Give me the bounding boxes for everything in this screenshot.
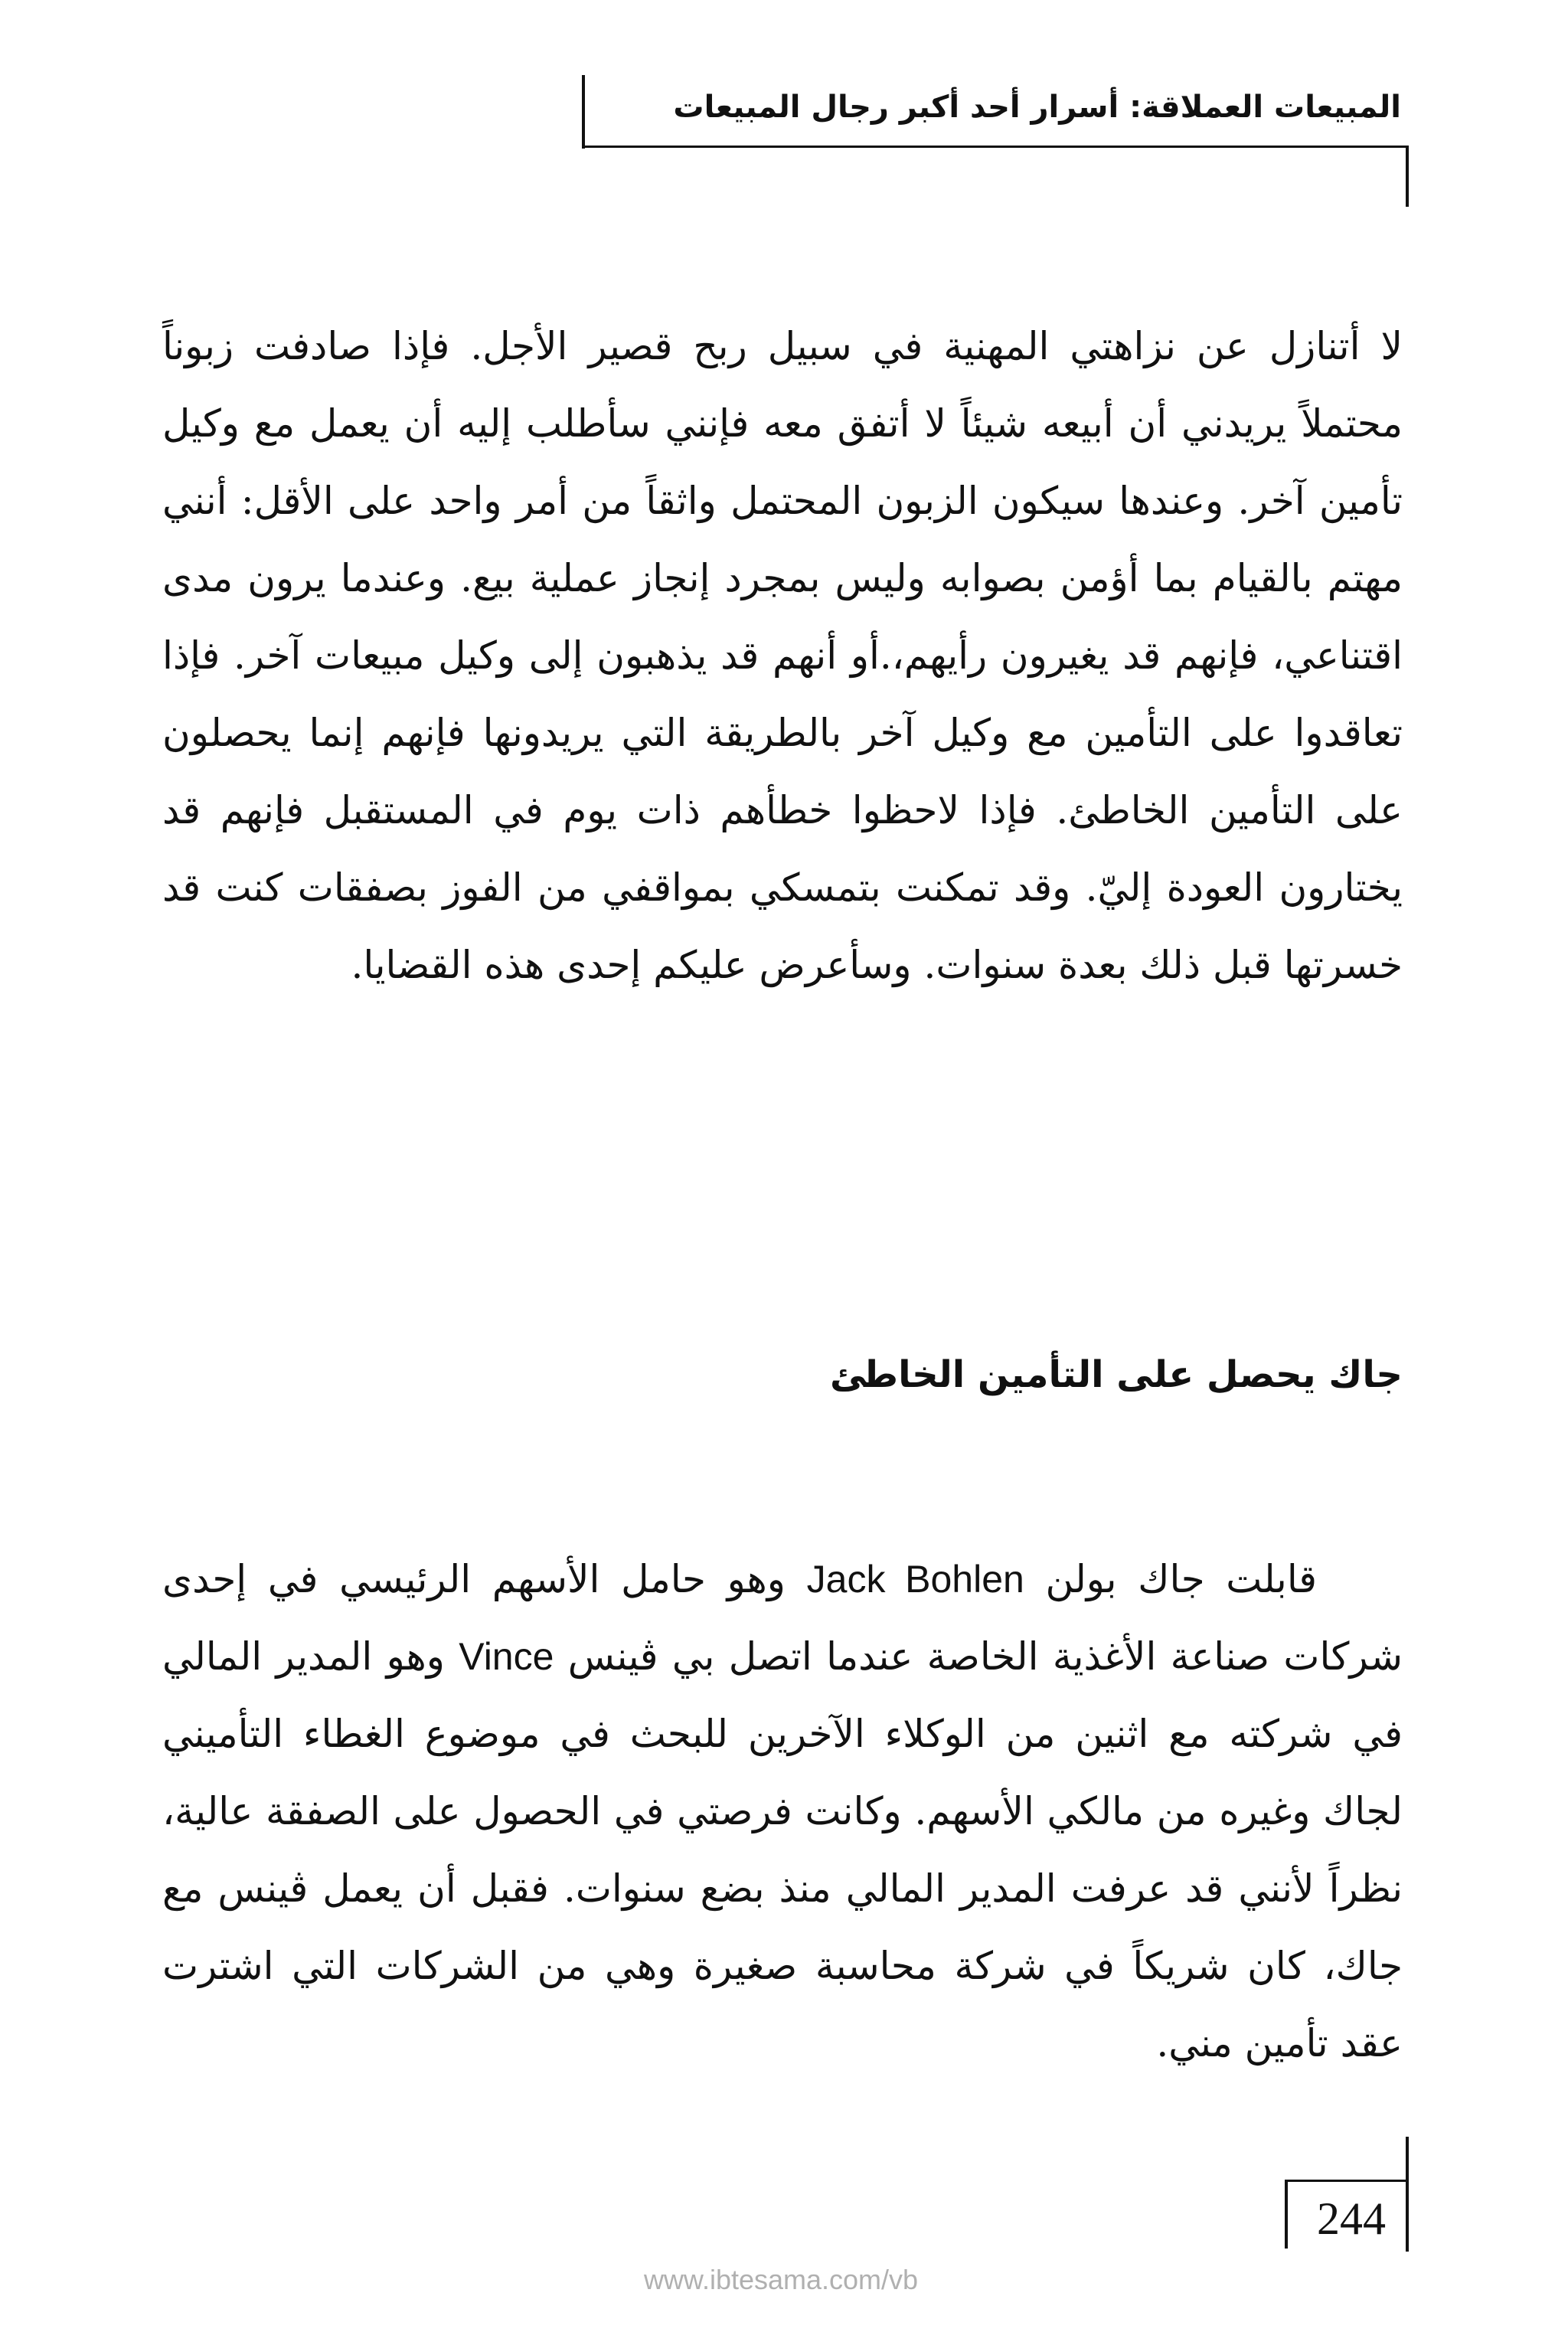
header-bottom-rule: [582, 146, 1409, 148]
running-header-title: المبيعات العملاقة: أسرار أحد أكبر رجال المبيعات: [673, 90, 1401, 125]
page-number: 244: [1317, 2193, 1386, 2244]
paragraph-2-text-b: وهو حامل الأسهم الرئيسي في إحدى شركات صناعة الأغذية الخاصة عندما اتصل بي ڤينس: [162, 1557, 1403, 1679]
body-paragraph-1: لا أتنازل عن نزاهتي المهنية في سبيل ربح قصير الأجل. فإذا صادفت زبوناً محتملاً يريدني أن أبيعه شيئاً لا أتفق معه فإنني سأطلب إليه أن يعمل مع وكيل تأمين آخر. وعندها سيكون الزبون المحتمل واثقاً من أمر واحد على الأقل: أنني مهتم بالقيام بما أؤمن بصوابه وليس بمجرد إنجاز عملية بيع. وعندما يرون مدى اقتناعي، فإنهم قد يغيرون رأيهم،.أو أنهم قد يذهبون إلى وكيل مبيعات آخر. فإذا تعاقدوا على التأمين مع وكيل آخر بالطريقة التي يريدونها فإنهم إنما يحصلون على التأمين الخاطئ. فإذا لاحظوا خطأهم ذات يوم في المستقبل فإنهم قد يختارون العودة إليّ. وقد تمكنت بتمسكي بمواقفي من الفوز بصفقات كنت قد خسرتها قبل ذلك بعدة سنوات. وسأعرض عليكم إحدى هذه القضايا.: [162, 324, 1403, 987]
page-number-left-rule: [1285, 2180, 1288, 2249]
page-number-right-rule: [1406, 2137, 1409, 2252]
watermark-url: www.ibtesama.com/vb: [643, 2264, 919, 2295]
header-right-rule: [1406, 146, 1409, 207]
header-left-rule: [582, 75, 585, 149]
body-paragraph-2: [162, 1541, 1403, 2082]
page-number-top-rule: [1285, 2180, 1407, 2182]
paragraph-2-text-a: قابلت جاك بولن: [1045, 1557, 1317, 1601]
section-heading: جاك يحصل على التأمين الخاطئ: [829, 1353, 1403, 1396]
paragraph-2-text-c: وهو المدير المالي في شركته مع اثنين من الوكلاء الآخرين للبحث في موضوع الغطاء التأميني لجاك وغيره من مالكي الأسهم. وكانت فرصتي في الحصول على الصفقة عالية، نظراً لأنني قد عرفت المدير المالي منذ بضع سنوات. فقبل أن يعمل ڤينس مع جاك، كان شريكاً في شركة محاسبة صغيرة وهي من الشركات التي اشترت عقد تأمين مني.: [162, 1634, 1403, 2065]
latin-name-jack-bohlen: Jack Bohlen: [806, 1558, 1024, 1601]
latin-name-vince: Vince: [459, 1635, 554, 1678]
